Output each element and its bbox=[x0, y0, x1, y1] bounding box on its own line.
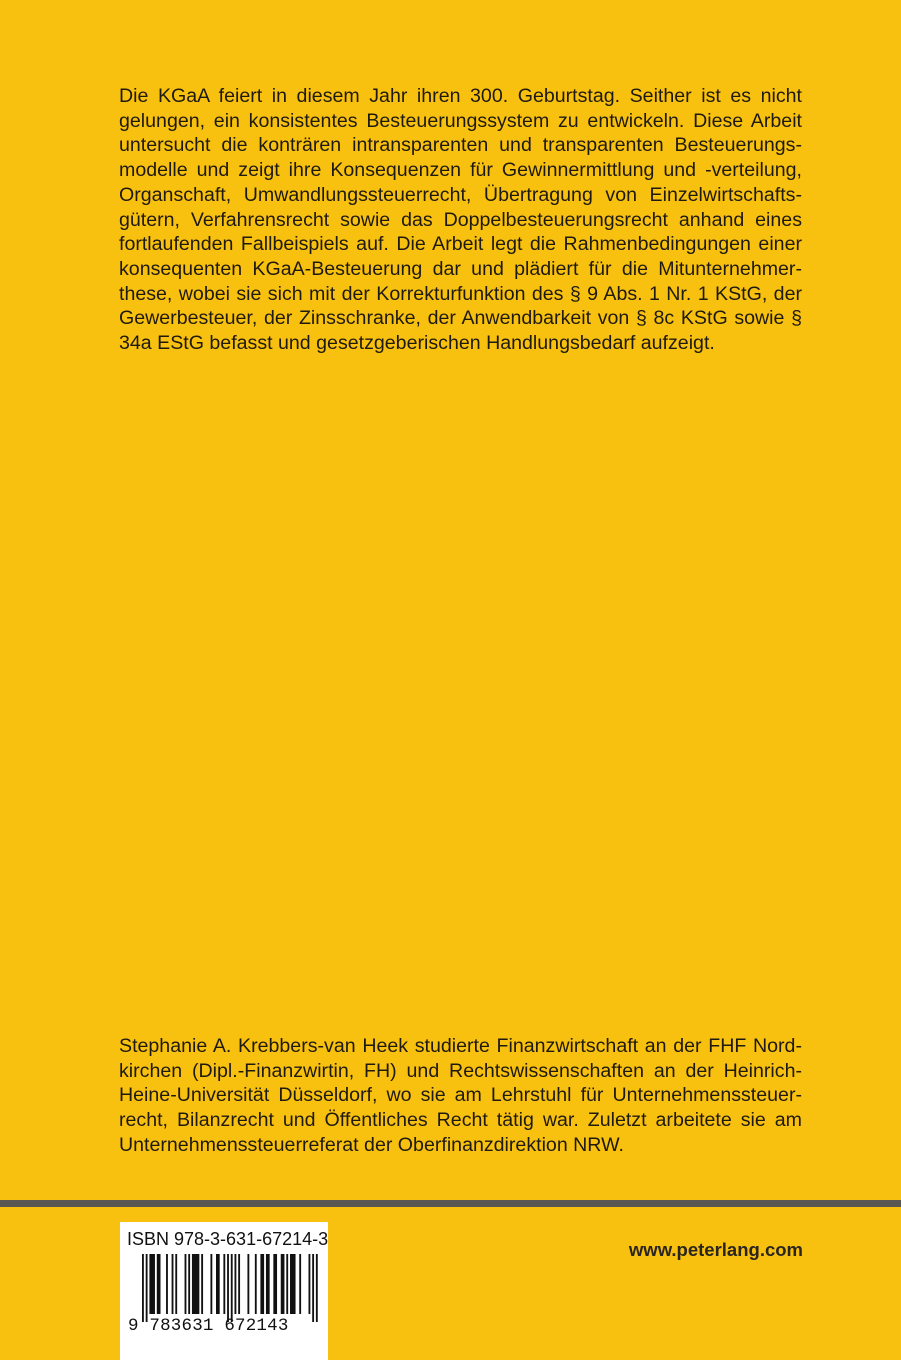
barcode-bar bbox=[166, 1254, 168, 1314]
publisher-url[interactable]: www.peterlang.com bbox=[628, 1239, 803, 1260]
author-bio: Stephanie A. Krebbers-van Heek studierte Finanzwirtschaft an der FHF Nordkirchen (Dipl.-Finanzwirtin, FH) und Rechtswissenschaften an der Heinrich-Heine-Universität Düsseldorf, wo sie am Lehrstuhl für Unternehmenssteuerrecht, Bilanzrecht und Öffentliches Recht tätig war. Zuletzt arbeitete sie am Unternehmenssteuerreferat der Oberfinanzdirektion NRW. bbox=[119, 1035, 802, 1156]
barcode-bar bbox=[175, 1254, 177, 1314]
barcode-bar bbox=[201, 1254, 203, 1314]
barcode-digits: 9 783631 672143 bbox=[128, 1316, 289, 1336]
isbn-label: ISBN 978-3-631-67214-3 bbox=[127, 1229, 329, 1249]
barcode-bar bbox=[299, 1254, 301, 1314]
barcode-bar bbox=[172, 1254, 174, 1314]
barcode-bar bbox=[192, 1254, 199, 1314]
barcode-bar bbox=[227, 1254, 229, 1322]
barcode-bar bbox=[231, 1254, 233, 1322]
barcode-bar bbox=[216, 1254, 220, 1314]
barcode-bar bbox=[312, 1254, 314, 1322]
book-blurb: Die KGaA feiert in diesem Jahr ihren 300. Geburtstag. Seither ist es nicht gelungen, ein konsistentes Besteuerungssystem zu entwickeln. Diese Arbeit untersucht die konträren intransparenten und transparenten Besteuerungsmodelle und zeigt ihre Konsequenzen für Gewinnermittlung und -verteilung, Organschaft, Umwandlungssteuerrecht, Übertragung von Einzelwirtschaftsgütern, Verfahrensrecht sowie das Doppelbesteuerungsrecht anhand eines fortlaufenden Fallbeispiels auf. Die Arbeit legt die Rahmenbedingungen einer konsequenten KGaA-Besteuerung dar und plädiert für die Mitunternehmerthese, wobei sie sich mit der Korrekturfunktion des § 9 Abs. 1 Nr. 1 KStG, der Gewerbesteuer, der Zinsschranke, der Anwendbarkeit von § 8c KStG sowie § 34a EStG befasst und gesetzgeberischen Handlungsbedarf aufzeigt. bbox=[119, 85, 802, 355]
barcode-bar bbox=[185, 1254, 187, 1314]
barcode-panel bbox=[120, 1222, 328, 1360]
divider-bar bbox=[0, 1200, 901, 1207]
barcode-bar bbox=[188, 1254, 190, 1314]
barcode-bar bbox=[286, 1254, 288, 1314]
barcode-bar bbox=[273, 1254, 277, 1314]
barcode-bar bbox=[235, 1254, 237, 1314]
barcode-bar bbox=[316, 1254, 318, 1322]
barcode-bar bbox=[281, 1254, 285, 1314]
barcode-bar bbox=[255, 1254, 257, 1314]
barcode-bar bbox=[266, 1254, 270, 1314]
barcode-bar bbox=[142, 1254, 144, 1322]
barcode-bar bbox=[210, 1254, 212, 1314]
barcode-bar bbox=[309, 1254, 311, 1314]
barcode-bar bbox=[157, 1254, 161, 1314]
barcode-bar bbox=[223, 1254, 225, 1314]
barcode-bar bbox=[149, 1254, 155, 1314]
barcode-bar bbox=[247, 1254, 249, 1314]
barcode-bars bbox=[128, 1254, 320, 1324]
barcode-bar bbox=[260, 1254, 264, 1314]
barcode-bar bbox=[238, 1254, 240, 1314]
barcode-bar bbox=[290, 1254, 296, 1314]
barcode-bar bbox=[146, 1254, 148, 1322]
